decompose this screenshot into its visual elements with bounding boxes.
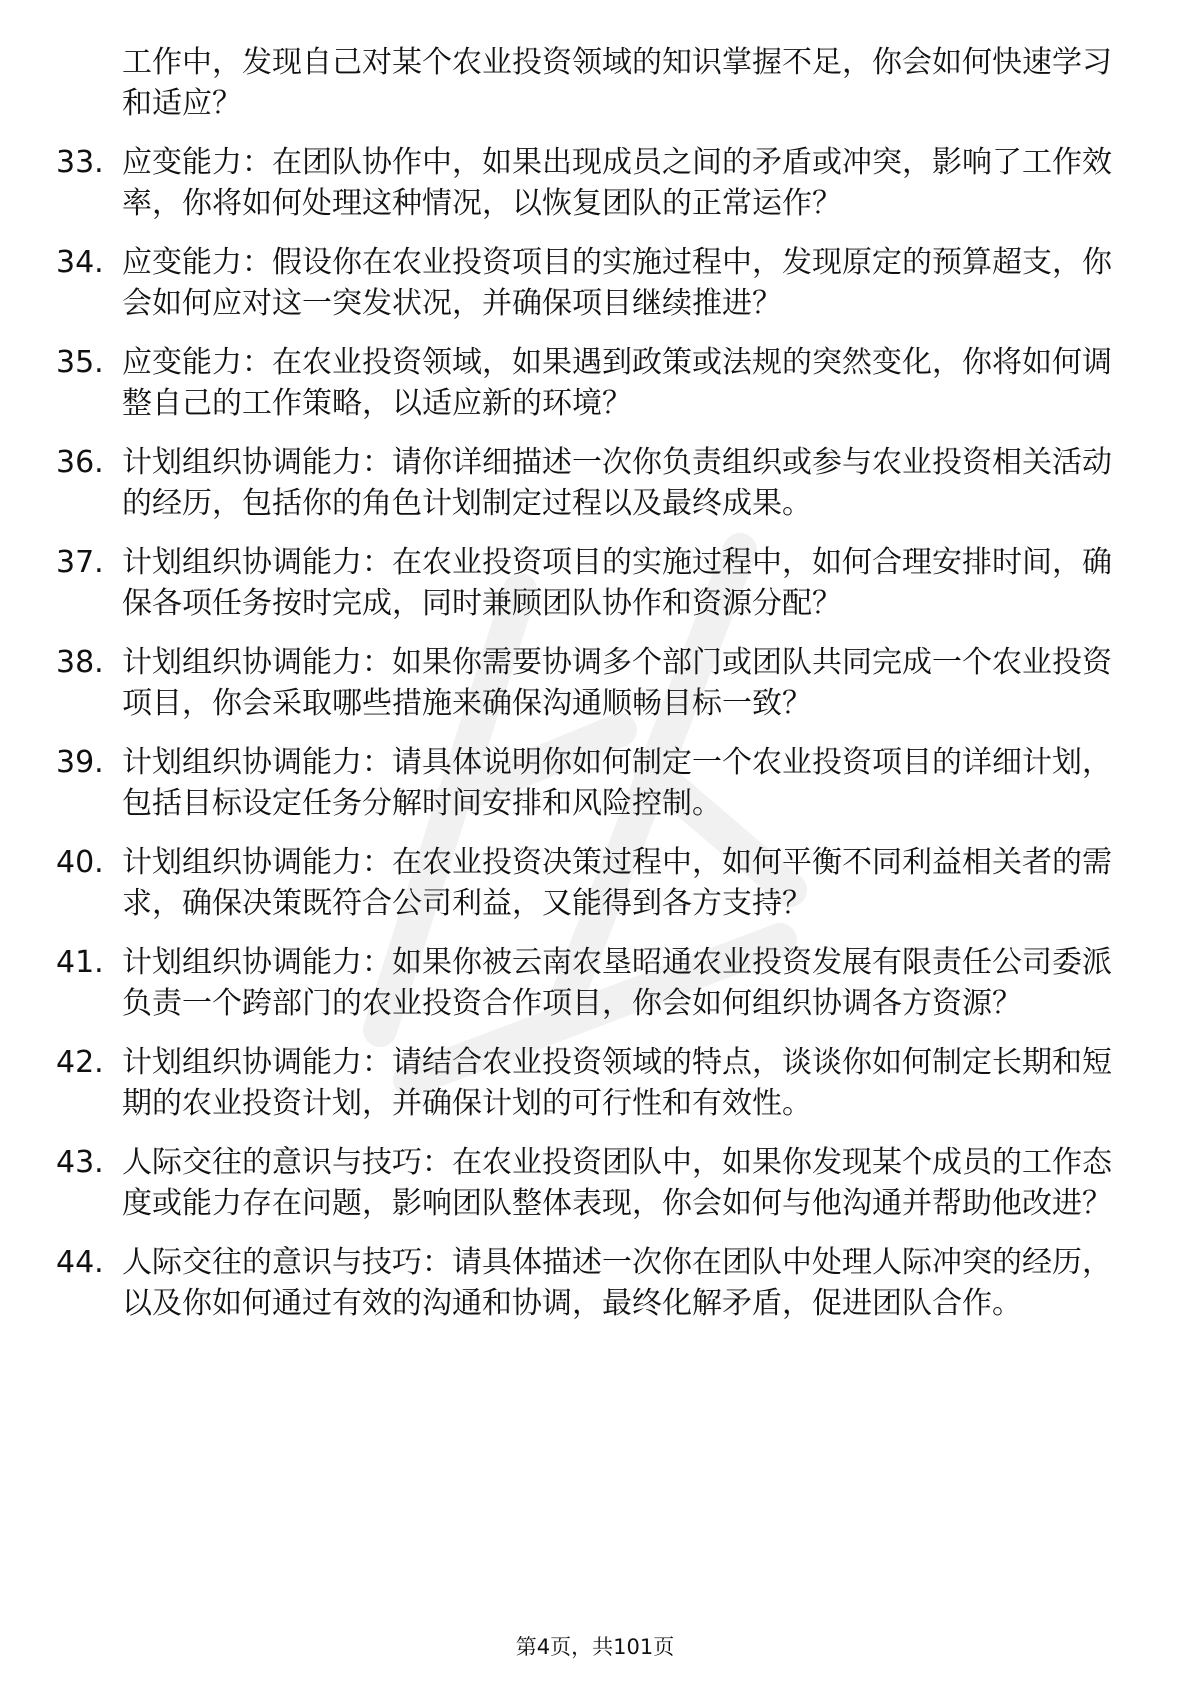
question-number: 36. [56,445,104,480]
question-text: 计划组织协调能力：在农业投资项目的实施过程中，如何合理安排时间，确保各项任务按时完成，同时兼顾团队协作和资源分配？ [122,545,1112,621]
question-text: 应变能力：在团队协作中，如果出现成员之间的矛盾或冲突，影响了工作效率，你将如何处理这种情况，以恢复团队的正常运作？ [122,145,1112,221]
question-item [56,1142,1126,1224]
question-item [56,542,1126,624]
continued-question-text: 工作中，发现自己对某个农业投资领域的知识掌握不足，你会如何快速学习和适应？ [122,45,1112,121]
question-item [56,242,1126,324]
question-number: 41. [56,945,104,980]
question-text: 计划组织协调能力：在农业投资决策过程中，如何平衡不同利益相关者的需求，确保决策既符合公司利益，又能得到各方支持？ [122,845,1112,921]
question-number: 42. [56,1045,104,1080]
question-item [56,842,1126,924]
page-footer: 第4页，共101页 [515,1635,675,1659]
question-text: 应变能力：假设你在农业投资项目的实施过程中，发现原定的预算超支，你会如何应对这一突发状况，并确保项目继续推进？ [122,245,1112,321]
question-number: 44. [56,1245,104,1280]
question-number: 35. [56,345,104,380]
question-item [56,1042,1126,1124]
question-text: 计划组织协调能力：请结合农业投资领域的特点，谈谈你如何制定长期和短期的农业投资计划，并确保计划的可行性和有效性。 [122,1045,1112,1121]
question-list [56,42,1126,1342]
question-item [56,742,1126,824]
question-number: 37. [56,545,104,580]
question-item [56,1242,1126,1324]
question-item [56,142,1126,224]
question-text: 应变能力：在农业投资领域，如果遇到政策或法规的突然变化，你将如何调整自己的工作策略，以适应新的环境？ [122,345,1112,421]
question-number: 33. [56,145,104,180]
question-text: 人际交往的意识与技巧：在农业投资团队中，如果你发现某个成员的工作态度或能力存在问题，影响团队整体表现，你会如何与他沟通并帮助他改进？ [122,1145,1112,1221]
question-text: 计划组织协调能力：请你详细描述一次你负责组织或参与农业投资相关活动的经历，包括你的角色计划制定过程以及最终成果。 [122,445,1112,521]
question-text: 人际交往的意识与技巧：请具体描述一次你在团队中处理人际冲突的经历，以及你如何通过有效的沟通和协调，最终化解矛盾，促进团队合作。 [122,1245,1112,1321]
question-item [56,642,1126,724]
question-item [56,942,1126,1024]
question-text: 计划组织协调能力：请具体说明你如何制定一个农业投资项目的详细计划，包括目标设定任务分解时间安排和风险控制。 [122,745,1112,821]
question-number: 43. [56,1145,104,1180]
question-item [56,342,1126,424]
question-item [56,442,1126,524]
question-number: 40. [56,845,104,880]
question-text: 计划组织协调能力：如果你需要协调多个部门或团队共同完成一个农业投资项目，你会采取哪些措施来确保沟通顺畅目标一致？ [122,645,1112,721]
question-number: 39. [56,745,104,780]
question-number: 34. [56,245,104,280]
question-text: 计划组织协调能力：如果你被云南农垦昭通农业投资发展有限责任公司委派负责一个跨部门的农业投资合作项目，你会如何组织协调各方资源？ [122,945,1112,1021]
question-number: 38. [56,645,104,680]
